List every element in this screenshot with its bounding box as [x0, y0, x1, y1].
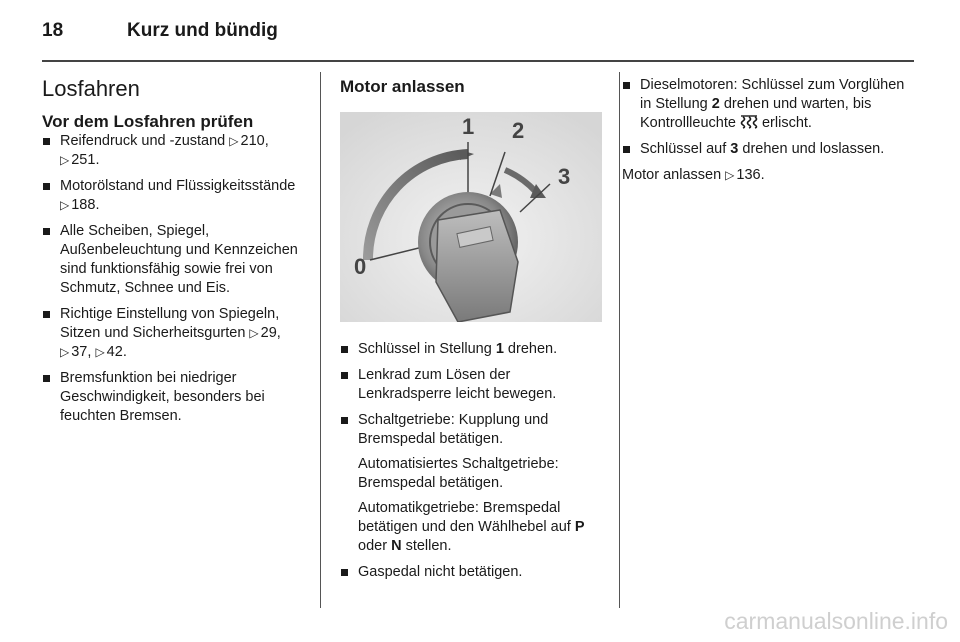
column-divider-left: [320, 72, 321, 608]
page-reference[interactable]: ▷ 37: [60, 344, 87, 360]
list-item: Schlüssel in Stellung 1 drehen.: [340, 340, 604, 359]
section-title: Losfahren: [42, 76, 140, 101]
list-item: Alle Scheiben, Spiegel, Außenbeleuchtung und Kennzeichen sind funktionsfähig sowie frei von Schmutz, Schnee und Eis.: [42, 222, 310, 298]
diesel-steps-list: [622, 76, 914, 159]
column-diesel: [622, 76, 914, 192]
glow-plug-icon: [740, 115, 758, 129]
section-heading: Motor anlassen: [340, 77, 465, 96]
list-item: Lenkrad zum Lösen der Lenkradsperre leicht bewegen.: [340, 366, 604, 404]
page-reference[interactable]: ▷ 42: [95, 344, 122, 360]
start-steps-list: [340, 340, 604, 582]
page-reference[interactable]: ▷ 251: [60, 152, 95, 168]
header-rule: [42, 60, 914, 62]
list-item: Schaltgetriebe: Kupplung und Bremspedal betätigen. Automatisiertes Schaltgetriebe: Bremspedal betätigen. Automatikgetriebe: Bremspedal betätigen und den Wählhebel auf P oder N stellen.: [340, 411, 604, 556]
sub-paragraph: Automatisiertes Schaltgetriebe: Bremspedal betätigen.: [358, 456, 559, 491]
column-motor-anlassen: [340, 76, 604, 589]
page-reference[interactable]: ▷ 210: [229, 133, 264, 149]
list-item: Reifendruck und -zustand ▷ 210, ▷ 251.: [42, 132, 310, 170]
key-head: [436, 210, 518, 322]
label-pos-2: 2: [512, 118, 525, 143]
label-pos-1: 1: [462, 114, 475, 139]
list-item: Bremsfunktion bei niedriger Geschwindigkeit, besonders bei feuchten Bremsen.: [42, 369, 310, 426]
sub-paragraph: Automatikgetriebe: Bremspedal betätigen und den Wählhebel auf P oder N stellen.: [358, 500, 585, 554]
page-reference[interactable]: ▷ 29: [249, 325, 276, 341]
list-item: Schlüssel auf 3 drehen und loslassen.: [622, 140, 914, 159]
page-title: Kurz und bündig: [127, 20, 278, 41]
check-list: [42, 132, 310, 426]
page-reference[interactable]: ▷ 188: [60, 197, 95, 213]
list-item: Motorölstand und Flüssigkeitsstände ▷ 188.: [42, 177, 310, 215]
list-item: Richtige Einstellung von Spiegeln, Sitzen und Sicherheitsgurten ▷ 29, ▷ 37, ▷ 42.: [42, 305, 310, 362]
ignition-switch-illustration: [340, 112, 602, 322]
page-reference[interactable]: ▷ 136.: [725, 167, 764, 183]
label-pos-3: 3: [558, 164, 571, 189]
cross-reference-note: Motor anlassen ▷ 136.: [622, 166, 914, 185]
page-number: 18: [42, 20, 64, 41]
watermark: carmanualsonline.info: [724, 608, 948, 634]
label-pos-0: 0: [354, 254, 367, 279]
list-item: Gaspedal nicht betätigen.: [340, 563, 604, 582]
list-item: Dieselmotoren: Schlüssel zum Vorglühen in Stellung 2 drehen und warten, bis Kontrollleuchte erlischt.: [622, 76, 914, 133]
column-divider-right: [619, 72, 620, 608]
subsection-title: Vor dem Losfahren prüfen: [42, 112, 254, 131]
column-losfahren: [42, 76, 310, 433]
